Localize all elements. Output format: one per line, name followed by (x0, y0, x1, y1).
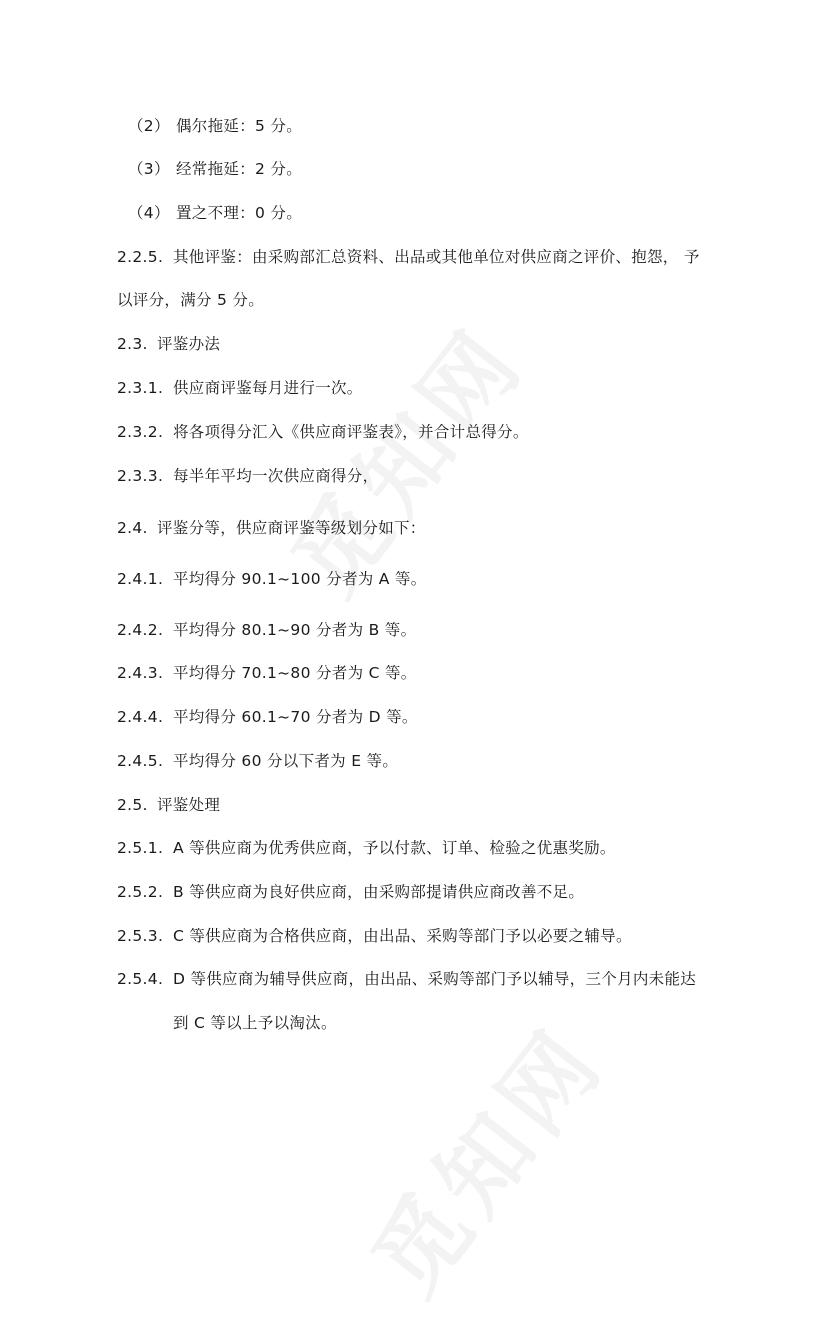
clause-2-5-2: 2.5.2. B 等供应商为良好供应商，由采购部提请供应商改善不足。 (117, 883, 585, 901)
clause-2-4-3: 2.4.3. 平均得分 70.1~80 分者为 C 等。 (117, 664, 417, 682)
watermark-bottom (337, 995, 629, 1317)
section-2-3: 2.3. 评鉴办法 (117, 335, 221, 353)
section-2-4: 2.4. 评鉴分等，供应商评鉴等级划分如下： (117, 519, 426, 537)
clause-2-5-4: 2.5.4. D 等供应商为辅导供应商，由出品、采购等部门予以辅导，三个月内未能达 (117, 970, 697, 988)
clause-2-5-3: 2.5.3. C 等供应商为合格供应商，由出品、采购等部门予以必要之辅导。 (117, 927, 632, 945)
clause-2-3-1: 2.3.1. 供应商评鉴每月进行一次。 (117, 379, 363, 397)
section-2-5: 2.5. 评鉴处理 (117, 796, 221, 814)
clause-2-4-1: 2.4.1. 平均得分 90.1~100 分者为 A 等。 (117, 570, 427, 588)
clause-2-2-5: 2.2.5. 其他评鉴：由采购部汇总资料、出品或其他单位对供应商之评价、抱怨， 予 (117, 248, 700, 266)
clause-2-4-2: 2.4.2. 平均得分 80.1~90 分者为 B 等。 (117, 621, 417, 639)
clause-2-3-3: 2.3.3. 每半年平均一次供应商得分， (117, 467, 379, 485)
clause-2-5-1: 2.5.1. A 等供应商为优秀供应商，予以付款、订单、检验之优惠奖励。 (117, 839, 616, 857)
clause-2-3-2: 2.3.2. 将各项得分汇入《供应商评鉴表》，并合计总得分。 (117, 423, 529, 441)
list-item-4: （4） 置之不理：0 分。 (128, 204, 302, 222)
clause-2-5-4-cont: 到 C 等以上予以淘汰。 (173, 1014, 337, 1032)
clause-2-4-4: 2.4.4. 平均得分 60.1~70 分者为 D 等。 (117, 708, 418, 726)
clause-2-2-5-cont: 以评分，满分 5 分。 (117, 291, 265, 309)
list-item-2: （2） 偶尔拖延：5 分。 (128, 117, 302, 135)
list-item-3: （3） 经常拖延：2 分。 (128, 160, 302, 178)
clause-2-4-5: 2.4.5. 平均得分 60 分以下者为 E 等。 (117, 752, 399, 770)
